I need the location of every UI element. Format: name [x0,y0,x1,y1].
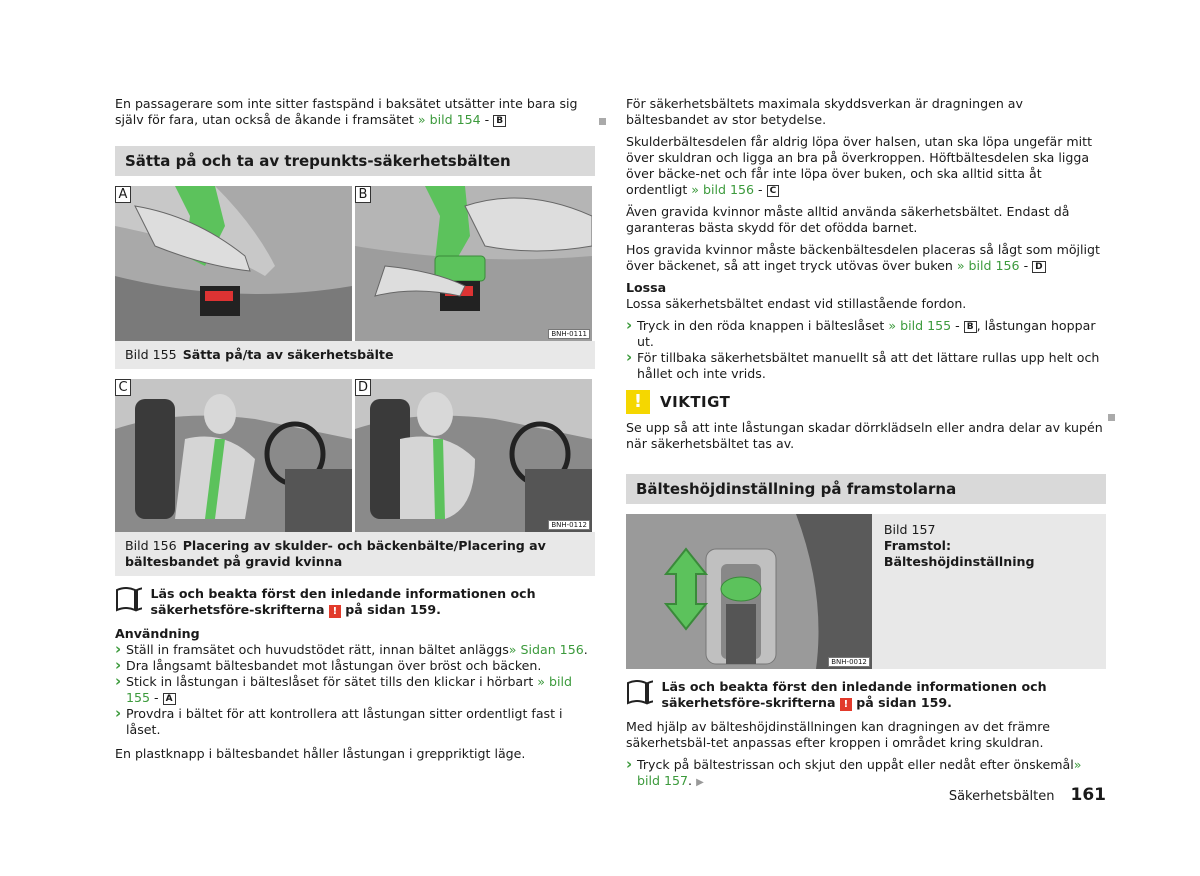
warning-icon: ! [329,605,341,618]
paragraph: Även gravida kvinnor måste alltid använda säkerhetsbältet. Endast då garanteras bästa skydd för det ofödda barnet. [626,204,1070,235]
end-marker [1108,414,1115,421]
figure-link[interactable]: » bild 155 [888,318,952,333]
paragraph: Hos gravida kvinnor måste bäckenbältesdelen placeras så lågt som möjligt över bäckenet, så att inget tryck utövas över buken » bild 156 - D [626,242,1100,273]
figure-157-caption: Bild 157 Framstol: Bälteshöjdinställning [883,522,1035,569]
list-item: › Dra långsamt bältesbandet mot låstungan över bröst och bäcken. [115,658,595,674]
figure-link[interactable]: » bild 156 [956,258,1020,273]
book-icon [626,679,653,705]
figure-156 [115,379,595,532]
figure-label-b: B [355,186,371,203]
list-item: › Ställ in framsätet och huvudstödet rätt, innan bältet anläggs» Sidan 156. [115,642,595,658]
list-item: › Tryck på bältestrissan och skjut den uppåt eller nedåt efter önskemål» bild 157. ▶ [626,757,1106,791]
important-text: Se upp så att inte låstungan skadar dörrklädseln eller andra delar av kupén när säkerhetsbältet tas av. [626,420,1103,451]
end-marker [599,118,606,125]
exclamation-icon: ! [626,390,650,414]
paragraph: Lossa säkerhetsbältet endast vid stillastående fordon. [626,296,967,311]
left-column [115,96,595,768]
warning-icon: ! [840,698,852,711]
chapter-title: Säkerhetsbälten [948,789,1055,804]
figure-157 [626,514,1106,669]
figure-156c-image [115,379,352,532]
figure-156-caption: Bild 156 Placering av skulder- och bäckenbälte/Placering av bältesbandet på gravid kvinna [115,532,595,576]
figure-155 [115,186,595,341]
intro-paragraph: En passagerare som inte sitter fastspänd i baksätet utsätter inte bara sig själv för fara, utan också de åkande i framsätet » bild 154 - B [115,96,578,127]
figure-ref-box: B [964,321,977,333]
section-title: Bälteshöjdinställning på framstolarna [626,474,1106,504]
closing-paragraph: En plastknapp i bältesbandet håller låstungan i greppriktigt läge. [115,746,526,761]
figure-link[interactable]: » bild 154 [417,112,481,127]
figure-link[interactable]: » bild 156 [691,182,755,197]
safety-note: Läs och beakta först den inledande informationen och säkerhetsföre-skrifterna ! på sidan 159. [626,679,1106,711]
figure-155-caption: Bild 155 Sätta på/ta av säkerhetsbälte [115,341,595,369]
page-footer [949,785,1106,805]
safety-note: Läs och beakta först den inledande informationen och säkerhetsföre-skrifterna ! på sidan 159. [115,586,595,618]
continue-arrow-icon: ▶ [696,777,704,788]
paragraph: Skulderbältesdelen får aldrig löpa över halsen, utan ska löpa ungefär mitt över skuldran och ligga an bra på överkroppen. Höftbältesdelen ska ligga över bäcke-net och får inte löpa över buken, och ska alltid sitta åt ordentligt » bild 156 - C [626,134,1093,197]
list-item: › För tillbaka säkerhetsbältet manuellt så att det lättare rullas upp helt och hållet och inte vrids. [626,350,1106,382]
figure-ref-box: C [767,185,780,197]
right-column [626,96,1106,797]
book-icon [115,586,142,612]
figure-ref-box: B [493,115,506,127]
figure-ref-box: D [1032,261,1045,273]
important-heading: ! VIKTIGT [626,390,1106,414]
figure-label-d: D [355,379,371,396]
page-link[interactable]: » Sidan 156 [508,642,584,657]
list-item: › Stick in låstungan i bälteslåset för sätet tills den klickar i hörbart » bild 155 - A [115,674,595,706]
page-number: 161 [1070,785,1106,805]
section-title: Sätta på och ta av trepunkts-säkerhetsbälten [115,146,595,176]
image-code: BNH-0112 [548,520,590,530]
usage-list [115,642,595,738]
figure-155a-image [115,186,352,341]
list-item: › Tryck in den röda knappen i bälteslåset » bild 155 - B , låstungan hoppar ut. [626,318,1106,350]
figure-label-a: A [115,186,131,203]
lossa-list [626,318,1106,382]
figure-link[interactable]: » bild 155 [126,674,572,705]
usage-heading: Användning [115,626,200,641]
figure-155b-image [355,186,592,341]
lossa-heading: Lossa [626,280,667,295]
figure-157-image [626,514,872,669]
image-code: BNH-0012 [828,657,870,667]
list-item: › Provdra i bältet för att kontrollera att låstungan sitter ordentligt fast i låset. [115,706,595,738]
image-code: BNH-0111 [548,329,590,339]
figure-link[interactable]: » bild 157 [637,757,1082,788]
figure-156d-image [355,379,592,532]
figure-label-c: C [115,379,131,396]
paragraph: Med hjälp av bälteshöjdinställningen kan dragningen av det främre säkerhetsbäl-tet anpassas efter kroppen i området kring skuldran. [626,719,1050,750]
paragraph: För säkerhetsbältets maximala skyddsverkan är dragningen av bältesbandet av stor betydelse. [626,96,1023,127]
figure-ref-box: A [163,693,176,705]
